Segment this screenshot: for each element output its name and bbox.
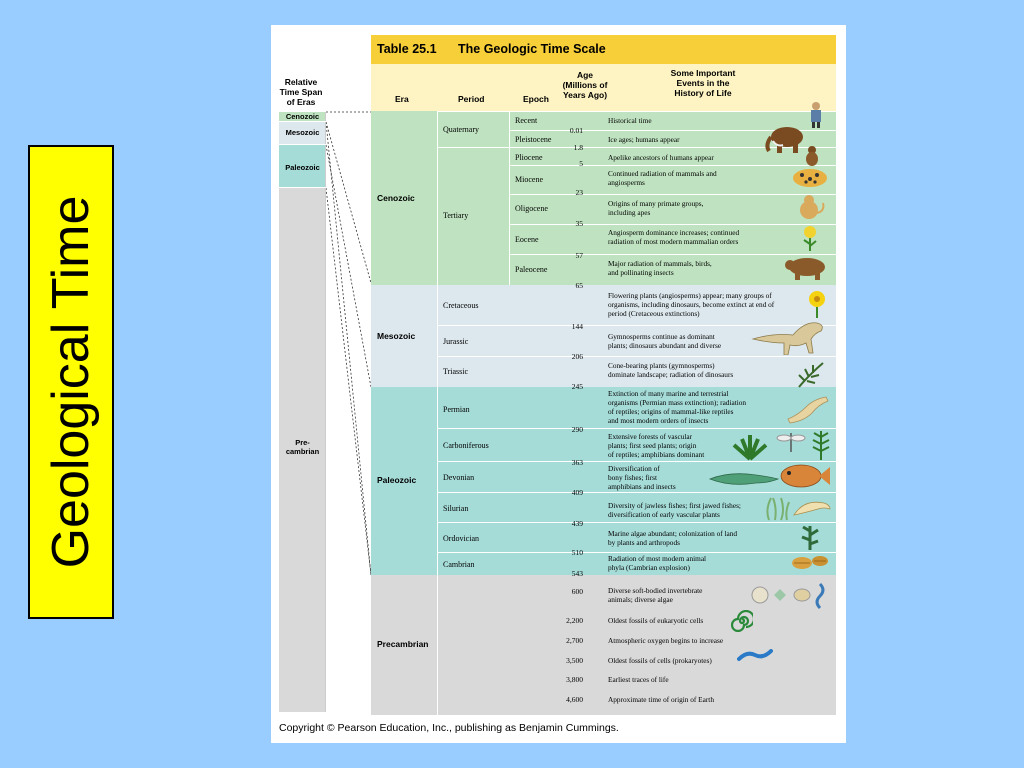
age-3800: 3,800 xyxy=(566,675,583,684)
event-ordovician: Marine algae abundant; colonization of land by plants and arthropods xyxy=(608,529,738,547)
period-triassic: Triassic xyxy=(443,367,469,376)
event-permian: Extinction of many marine and terrestrial organisms (Permian mass extinction); radiation of reptiles; origins of mammal-like reptiles and most modern orders of insects xyxy=(608,389,747,425)
soft-bodied-invertebrates-icon xyxy=(750,580,832,610)
fern-icon xyxy=(793,359,827,389)
age-57: 57 xyxy=(575,251,583,260)
age-290: 290 xyxy=(571,425,583,434)
era-cenozoic: Cenozoic xyxy=(371,111,836,285)
age-409: 409 xyxy=(571,488,583,497)
event-recent: Historical time xyxy=(608,116,652,125)
age-543: 543 xyxy=(571,569,583,578)
human-figure-icon xyxy=(808,101,824,129)
event-paleocene: Major radiation of mammals, birds, and pollinating insects xyxy=(608,259,712,277)
fish-icon xyxy=(779,461,831,491)
relative-span-paleozoic: Paleozoic xyxy=(279,145,326,187)
reptile-icon xyxy=(784,389,830,425)
seaweed-icon xyxy=(796,523,824,551)
table-title: The Geologic Time Scale xyxy=(458,42,606,56)
epoch-recent: Recent xyxy=(515,116,538,125)
event-3800: Earliest traces of life xyxy=(608,675,669,684)
fern-icon xyxy=(810,429,832,461)
epoch-pliocene: Pliocene xyxy=(515,153,543,162)
age-2200: 2,200 xyxy=(566,616,583,625)
age-206: 206 xyxy=(571,352,583,361)
seaweed-icon xyxy=(763,495,791,521)
age-35: 35 xyxy=(575,219,583,228)
plant-icon xyxy=(730,429,770,461)
event-silurian: Diversity of jawless fishes; first jawed fishes; diversification of early vascular plants xyxy=(608,501,741,519)
dragonfly-icon xyxy=(776,431,806,453)
age-510: 510 xyxy=(571,548,583,557)
dinosaur-icon xyxy=(749,315,829,355)
period-tertiary: Tertiary xyxy=(443,211,469,220)
side-title: Geological Time xyxy=(42,195,100,569)
table-number: Table 25.1 xyxy=(377,42,437,56)
epoch-header: Epoch xyxy=(523,94,549,104)
age-0.01: 0.01 xyxy=(569,126,583,135)
trilobite-icon xyxy=(790,551,832,573)
epoch-eocene: Eocene xyxy=(515,235,539,244)
epoch-oligocene: Oligocene xyxy=(515,204,548,213)
period-ordovician: Ordovician xyxy=(443,534,479,543)
age-245: 245 xyxy=(571,382,583,391)
ape-figure-icon xyxy=(804,145,820,167)
era-connector-lines xyxy=(326,109,374,579)
event-4600: Approximate time of origin of Earth xyxy=(608,695,714,704)
relative-span-mesozoic: Mesozoic xyxy=(279,122,326,144)
event-cretaceous: Flowering plants (angiosperms) appear; many groups of organisms, including dinosaurs, become extinct at end of period (Cretaceous extinctions) xyxy=(608,291,775,318)
age-4600: 4,600 xyxy=(566,695,583,704)
era-mesozoic: Mesozoic xyxy=(371,285,836,387)
epoch-pleistocene: Pleistocene xyxy=(515,135,552,144)
period-jurassic: Jurassic xyxy=(443,337,469,346)
age-23: 23 xyxy=(575,188,583,197)
age-363: 363 xyxy=(571,458,583,467)
monkey-icon xyxy=(793,193,825,221)
event-3500: Oldest fossils of cells (prokaryotes) xyxy=(608,656,712,665)
period-silurian: Silurian xyxy=(443,504,469,513)
events-header: Some Important Events in the History of Life xyxy=(670,68,736,98)
event-2700: Atmospheric oxygen begins to increase xyxy=(608,636,724,645)
age-3500: 3,500 xyxy=(566,656,583,665)
era-period-divider xyxy=(437,111,438,715)
event-pleistocene: Ice ages; humans appear xyxy=(608,135,680,144)
relative-span-header: Relative Time Span of Eras xyxy=(279,77,323,107)
event-pliocene: Apelike ancestors of humans appear xyxy=(608,153,714,162)
side-title-box xyxy=(28,145,114,619)
event-eocene: Angiosperm dominance increases; continued radiation of most modern mammalian orders xyxy=(608,228,740,246)
relative-span-cenozoic: Cenozoic xyxy=(279,112,326,121)
event-miocene: Continued radiation of mammals and angiosperms xyxy=(608,169,717,187)
copyright-notice: Copyright © Pearson Education, Inc., publishing as Benjamin Cummings. xyxy=(279,722,619,734)
flower-icon xyxy=(799,224,821,252)
jawless-fish-icon xyxy=(790,495,832,521)
period-cambrian: Cambrian xyxy=(443,560,475,569)
era-precambrian: Precambrian xyxy=(371,575,836,715)
age-header: Age (Millions of Years Ago) xyxy=(562,70,608,100)
precambrian-label: Pre- cambrian xyxy=(285,438,320,456)
event-cambrian: Radiation of most modern animal phyla (Cambrian explosion) xyxy=(608,554,707,572)
age-65: 65 xyxy=(575,281,583,290)
event-oligocene: Origins of many primate groups, including apes xyxy=(608,199,704,217)
period-carboniferous: Carboniferous xyxy=(443,441,489,450)
period-epoch-divider xyxy=(509,111,510,285)
era-header: Era xyxy=(395,94,409,104)
event-600: Diverse soft-bodied invertebrate animals; diverse algae xyxy=(608,586,703,604)
event-triassic: Cone-bearing plants (gymnosperms) dominate landscape; radiation of dinosaurs xyxy=(608,361,734,379)
age-1.8: 1.8 xyxy=(573,143,583,152)
period-header: Period xyxy=(458,94,485,104)
table-title-bar xyxy=(371,35,836,64)
age-144: 144 xyxy=(571,322,583,331)
event-2200: Oldest fossils of eukaryotic cells xyxy=(608,616,704,625)
bear-icon xyxy=(783,255,829,281)
geologic-time-table-sheet xyxy=(271,25,846,743)
relative-span-precambrian xyxy=(279,188,326,712)
epoch-miocene: Miocene xyxy=(515,175,543,184)
age-439: 439 xyxy=(571,519,583,528)
row-divider xyxy=(437,111,836,112)
period-quaternary: Quaternary xyxy=(443,125,479,134)
age-2700: 2,700 xyxy=(566,636,583,645)
event-carboniferous: Extensive forests of vascular plants; first seed plants; origin of reptiles; amphibians dominant xyxy=(608,432,705,459)
period-cretaceous: Cretaceous xyxy=(443,301,479,310)
event-jurassic: Gymnosperms continue as dominant plants; dinosaurs abundant and diverse xyxy=(608,332,722,350)
column-headers xyxy=(371,64,836,111)
event-devonian: Diversification of bony fishes; first amphibians and insects xyxy=(608,464,676,491)
age-600: 600 xyxy=(571,587,583,596)
period-permian: Permian xyxy=(443,405,470,414)
epoch-paleocene: Paleocene xyxy=(515,265,548,274)
period-devonian: Devonian xyxy=(443,473,475,482)
amphibian-icon xyxy=(708,470,780,488)
mammoth-icon xyxy=(763,125,807,155)
age-5: 5 xyxy=(579,159,583,168)
leopard-icon xyxy=(790,165,830,191)
era-paleozoic: Paleozoic xyxy=(371,387,836,575)
bacteria-icon xyxy=(737,649,773,663)
spiral-cell-icon xyxy=(731,610,753,632)
